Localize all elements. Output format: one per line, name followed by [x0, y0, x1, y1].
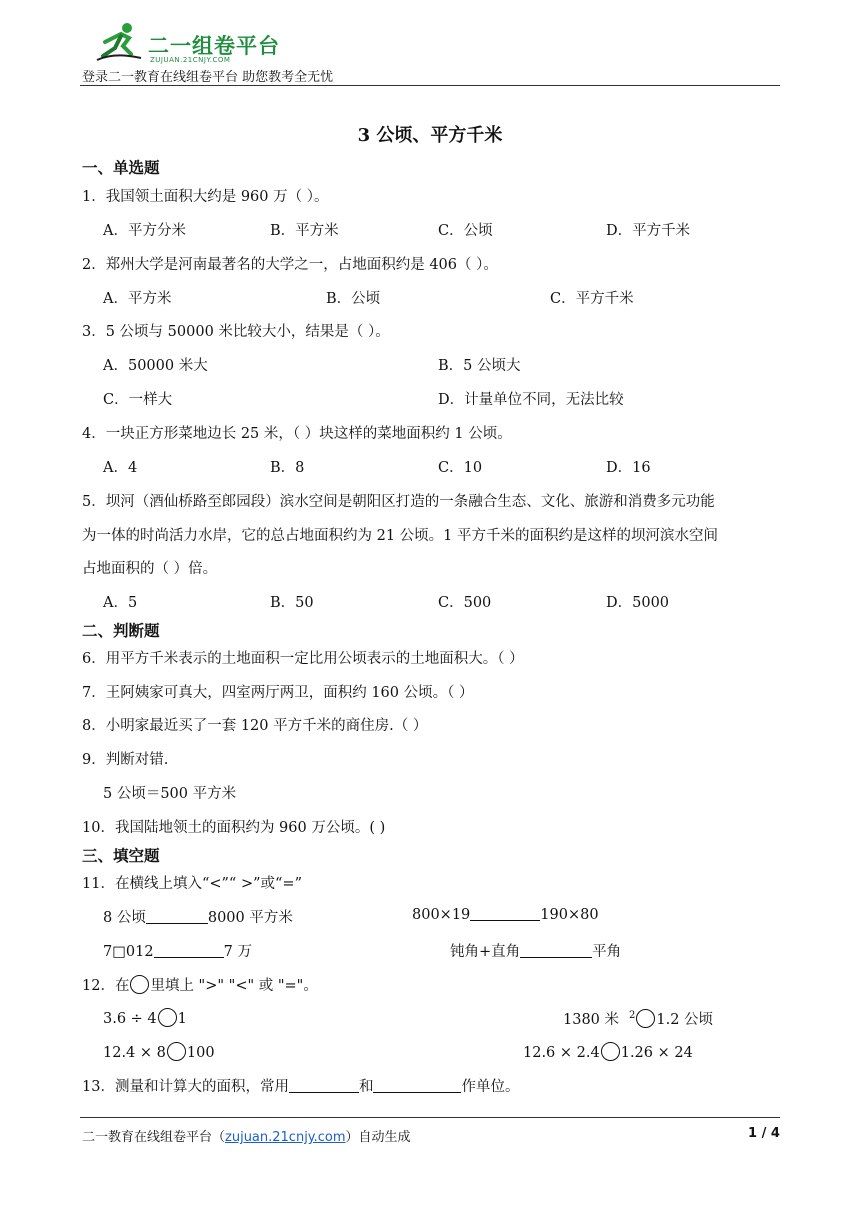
footer-source	[82, 1126, 411, 1145]
section-heading-single-choice: 一、单选题	[82, 159, 160, 177]
header-rule	[80, 85, 780, 86]
question-5-line-3: 占地面积的（ ）倍。	[82, 561, 218, 577]
q11a-right: 8000 平方米	[207, 910, 293, 926]
question-11-item-a	[103, 906, 293, 927]
page-title: 3 公顷、平方千米	[357, 125, 503, 146]
question-3-option-c: C．一样大	[103, 392, 173, 408]
answer-circle[interactable]	[158, 1008, 177, 1027]
page-number: 1 / 4	[748, 1126, 780, 1141]
footer-rule	[80, 1117, 780, 1118]
answer-blank[interactable]	[373, 1078, 461, 1093]
answer-blank[interactable]	[520, 943, 592, 958]
question-11-item-c	[103, 940, 252, 961]
section-heading-true-false: 二、判断题	[82, 622, 160, 640]
question-11-item-d	[450, 940, 621, 961]
section-heading-fill-blank: 三、填空题	[82, 847, 160, 865]
question-2-option-b: B．公顷	[326, 291, 381, 307]
q12-stem-start: 12．在	[82, 978, 130, 994]
question-5-option-c: C．500	[438, 595, 492, 611]
q12d-left: 12.6 × 2.4	[523, 1045, 600, 1061]
q11c-left: 7□012	[103, 944, 154, 960]
q12c-right: 100	[186, 1045, 215, 1061]
footer-prefix: 二一教育在线组卷平台（	[82, 1130, 226, 1145]
question-4-option-a: A．4	[103, 460, 138, 476]
question-3-option-a: A．50000 米大	[103, 358, 208, 374]
question-3-option-d: D．计量单位不同，无法比较	[438, 392, 624, 408]
question-8: 8．小明家最近买了一套 120 平方千米的商住房.（ ）	[82, 718, 428, 734]
q11d-left: 钝角+直角	[450, 944, 521, 960]
q11b-right: 190×80	[540, 907, 599, 923]
q11c-right: 7 万	[223, 944, 252, 960]
q11a-left: 8 公顷	[103, 910, 146, 926]
q13-part3: 作单位。	[461, 1079, 520, 1095]
q13-part1: 13．测量和计算大的面积，常用	[82, 1079, 289, 1095]
question-7: 7．王阿姨家可真大，四室两厅两卫，面积约 160 公顷。（ ）	[82, 685, 474, 701]
question-1-option-a: A．平方分米	[103, 223, 186, 239]
question-12-item-c	[103, 1042, 215, 1061]
question-5-option-b: B．50	[270, 595, 314, 611]
question-4-stem: 4．一块正方形菜地边长 25 米，（ ）块这样的菜地面积约 1 公顷。	[82, 426, 512, 442]
question-1-option-b: B．平方米	[270, 223, 339, 239]
question-11-item-b	[412, 906, 599, 923]
question-4-option-b: B．8	[270, 460, 305, 476]
question-9-statement: 5 公顷＝500 平方米	[103, 786, 237, 802]
header-slogan: 登录二一教育在线组卷平台 助您教考全无忧	[82, 70, 334, 85]
q12-stem-rest: 里填上 ">" "<" 或 "="。	[150, 978, 318, 994]
question-5-line-1: 5．坝河（酒仙桥路至郎园段）滨水空间是朝阳区打造的一条融合生态、文化、旅游和消费多元功能	[82, 494, 715, 510]
q12a-right: 1	[177, 1011, 187, 1027]
answer-circle[interactable]	[167, 1042, 186, 1061]
q12c-left: 12.4 × 8	[103, 1045, 166, 1061]
runner-logo-icon	[95, 22, 143, 62]
question-6: 6．用平方千米表示的土地面积一定比用公顷表示的土地面积大。（ ）	[82, 651, 524, 667]
question-12-item-d	[523, 1042, 693, 1061]
answer-blank[interactable]	[154, 943, 224, 958]
question-13	[82, 1075, 519, 1096]
question-12-stem	[82, 974, 318, 995]
question-2-option-c: C．平方千米	[550, 291, 634, 307]
q11b-left: 800×19	[412, 907, 471, 923]
answer-circle[interactable]	[636, 1009, 655, 1028]
answer-blank[interactable]	[470, 906, 540, 921]
question-1-option-c: C．公顷	[438, 223, 493, 239]
answer-blank[interactable]	[146, 909, 208, 924]
question-9-stem: 9．判断对错.	[82, 752, 169, 768]
question-4-option-c: C．10	[438, 460, 483, 476]
question-5-option-a: A．5	[103, 595, 138, 611]
q12a-left: 3.6 ÷ 4	[103, 1011, 157, 1027]
question-4-option-d: D．16	[606, 460, 651, 476]
comparison-circle-icon	[130, 975, 149, 994]
question-1-stem: 1．我国领土面积大约是 960 万（ ）。	[82, 189, 329, 205]
question-5-line-2: 为一体的时尚活力水岸，它的总占地面积约为 21 公顷。1 平方千米的面积约是这样的坝河滨水空间	[82, 528, 718, 544]
q12b-left: 1380 米	[563, 1012, 620, 1028]
question-12-item-a	[103, 1008, 187, 1027]
question-10: 10．我国陆地领土的面积约为 960 万公顷。( )	[82, 820, 386, 836]
q12b-exponent: 2	[629, 1010, 636, 1022]
q12d-right: 1.26 × 24	[620, 1045, 693, 1061]
question-5-option-d: D．5000	[606, 595, 670, 611]
answer-circle[interactable]	[601, 1042, 620, 1061]
q11d-right: 平角	[592, 944, 622, 960]
logo	[95, 22, 143, 66]
footer-suffix: ）自动生成	[345, 1130, 411, 1145]
question-3-option-b: B．5 公顷大	[438, 358, 521, 374]
question-2-stem: 2．郑州大学是河南最著名的大学之一，占地面积约是 406（ ）。	[82, 257, 498, 273]
footer-link[interactable]: zujuan.21cnjy.com	[225, 1130, 346, 1145]
question-1-option-d: D．平方千米	[606, 223, 691, 239]
logo-text: 二一组卷平台	[148, 34, 280, 58]
question-3-stem: 3．5 公顷与 50000 米比较大小，结果是（ ）。	[82, 324, 390, 340]
q13-part2: 和	[358, 1079, 374, 1095]
answer-blank[interactable]	[289, 1078, 359, 1093]
q12b-right: 1.2 公顷	[656, 1012, 714, 1028]
question-2-option-a: A．平方米	[103, 291, 172, 307]
question-12-item-b	[563, 1008, 713, 1029]
logo-subtext: ZUJUAN.21CNJY.COM	[150, 56, 231, 64]
question-11-stem: 11．在横线上填入“<”“ >”或“=”	[82, 876, 302, 892]
